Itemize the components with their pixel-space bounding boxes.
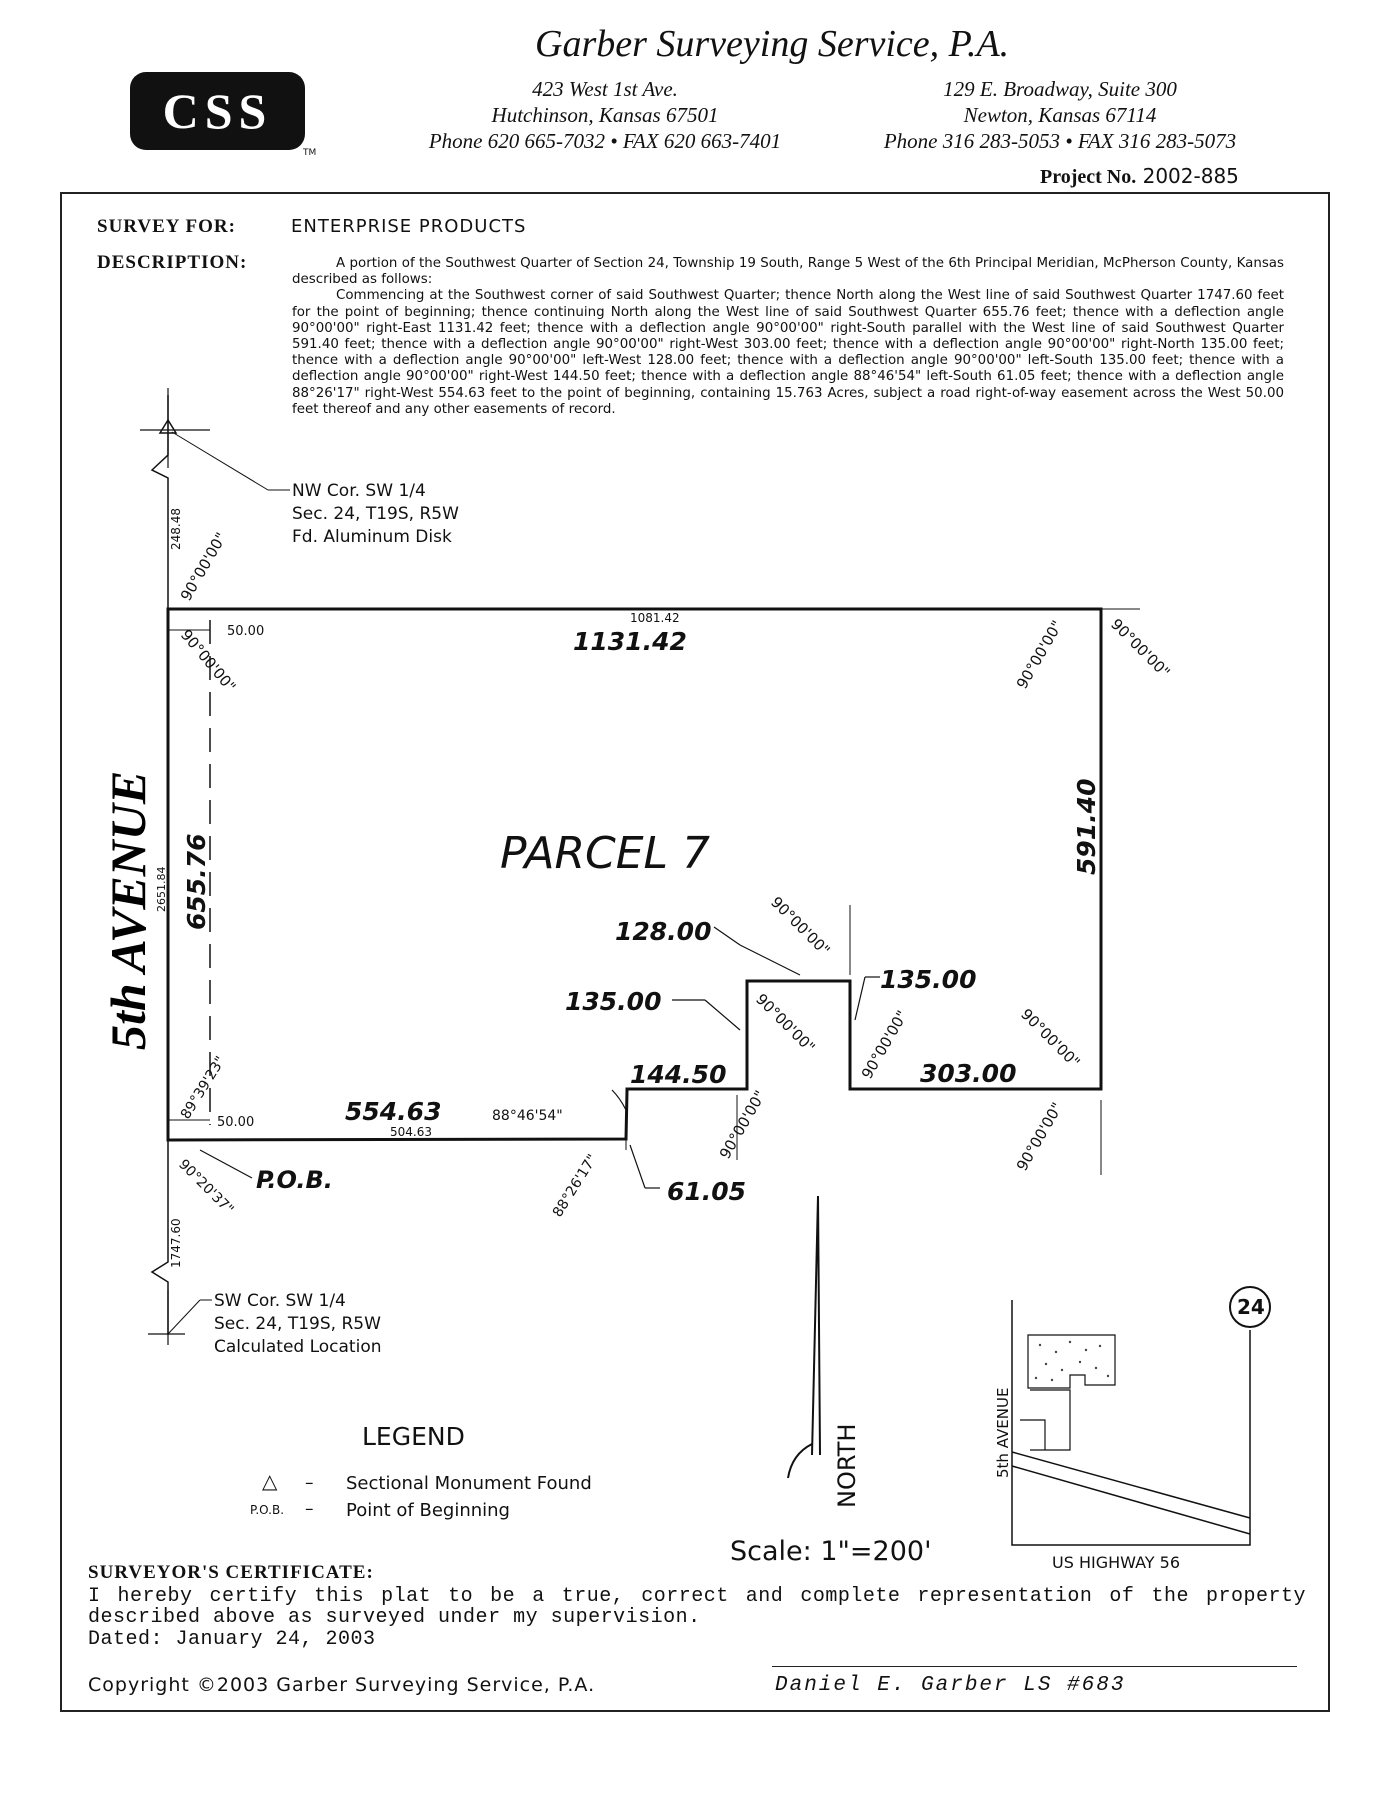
certificate-text: I hereby certify this plat to be a true, correct and complete representation of the property described above as surveyed under my supervision. <box>88 1585 1306 1629</box>
leader-line <box>740 945 800 975</box>
certificate-title: SURVEYOR'S CERTIFICATE: <box>88 1562 374 1583</box>
section-line <box>152 1140 168 1335</box>
legend-dash: – <box>305 1499 314 1519</box>
dim-east: 591.40 <box>1072 778 1101 875</box>
address-line: 423 West 1st Ave. <box>532 77 678 101</box>
angle-label: 89°39'23" <box>177 1053 229 1123</box>
parcel-label: PARCEL 7 <box>500 828 711 879</box>
dim-554: 554.63 <box>345 1097 442 1126</box>
project-label: Project No. <box>1040 166 1137 188</box>
leader-line <box>714 927 740 945</box>
dim-135-right: 135.00 <box>880 965 977 994</box>
project-value: 2002-885 <box>1142 164 1239 188</box>
nw-corner-line: NW Cor. SW 1/4 <box>292 481 426 501</box>
survey-for-label: SURVEY FOR: <box>97 216 236 237</box>
signature-line <box>772 1666 1297 1667</box>
vicinity-road-south: US HIGHWAY 56 <box>1052 1553 1180 1572</box>
nw-corner-line: Fd. Aluminum Disk <box>292 527 452 547</box>
north-arrow-curve <box>788 1444 812 1478</box>
angle-label: 90°00'00" <box>1012 1099 1067 1174</box>
dim-50-top: 50.00 <box>227 624 265 639</box>
dim-303: 303.00 <box>920 1059 1017 1088</box>
vicinity-map <box>1012 1287 1270 1545</box>
legend-dash: – <box>305 1473 314 1493</box>
address-phone: Phone 316 283-5053 • FAX 316 283-5073 <box>883 129 1237 153</box>
address-phone: Phone 620 665-7032 • FAX 620 663-7401 <box>428 129 782 153</box>
dim-135-left: 135.00 <box>565 987 662 1016</box>
vicinity-tract <box>1020 1420 1045 1450</box>
angle-label: 90°00'00" <box>752 990 819 1057</box>
company-logo: CSS <box>130 72 305 150</box>
legend-pob-symbol: P.O.B. <box>250 1503 285 1517</box>
north-label: NORTH <box>833 1423 861 1508</box>
angle-label: 90°00'00" <box>1012 617 1067 692</box>
dim-1747: 1747.60 <box>169 1218 183 1268</box>
street-name: 5th AVENUE <box>100 770 156 1050</box>
angle-arc <box>612 1090 626 1110</box>
legend-title: LEGEND <box>362 1422 465 1451</box>
address-line: Newton, Kansas 67114 <box>963 103 1157 127</box>
dim-west: 655.76 <box>182 833 211 930</box>
leader-line <box>168 1300 200 1334</box>
vicinity-road-west: 5th AVENUE <box>994 1387 1012 1478</box>
leader-line <box>200 1150 252 1178</box>
trademark-mark: TM <box>303 148 317 158</box>
monument-triangle-icon: △ <box>262 1469 278 1493</box>
dim-144: 144.50 <box>630 1060 727 1089</box>
scale-label: Scale: 1"=200' <box>730 1536 932 1567</box>
legend-monument-label: Sectional Monument Found <box>346 1473 592 1494</box>
vicinity-parcel <box>1028 1335 1115 1388</box>
angle-label: 90°00'00" <box>1107 615 1174 682</box>
street-total-dim: 2651.84 <box>155 866 168 912</box>
north-arrow-icon <box>812 1196 820 1455</box>
dim-50-bottom: 50.00 <box>217 1115 255 1130</box>
description-paragraph: Commencing at the Southwest corner of said Southwest Quarter; thence North along the West line of said Southwest Quarter 1747.60 feet for the point of beginning; thence continuing North along the West line of said Southwest Quarter 655.76 feet; thence with a deflection angle 90°00'00" right-East 1131.42 feet; thence with a deflection angle 90°00'00" right-South parallel with the West line of said Southwest Quarter 591.40 feet; thence with a deflection angle 90°00'00" right-West 303.00 feet; thence with a deflection angle 90°00'00" right-North 135.00 feet; thence with a deflection angle 90°00'00" left-West 128.00 feet; thence with a deflection angle 90°00'00" left-South 135.00 feet; thence with a deflection angle 90°00'00" right-West 144.50 feet; thence with a deflection angle 88°46'54" left-South 61.05 feet; thence with a deflection angle 88°26'17" right-West 554.63 feet to the point of beginning, containing 15.763 Acres, subject a road right-of-way easement across the West 50.00 feet thereof and any other easements of record. <box>292 288 1284 417</box>
address-line: 129 E. Broadway, Suite 300 <box>943 77 1177 101</box>
angle-label: 90°20'37" <box>175 1156 237 1218</box>
dim-north: 1131.42 <box>573 627 687 656</box>
pob-label: P.O.B. <box>256 1166 333 1194</box>
angle-label: 90°00'00" <box>857 1007 912 1082</box>
leader-line <box>630 1145 645 1188</box>
angle-label: 88°46'54" <box>492 1108 563 1124</box>
leader-line <box>855 977 865 1020</box>
sw-corner-line: Calculated Location <box>214 1337 382 1357</box>
company-name: Garber Surveying Service, P.A. <box>535 23 1010 65</box>
description-label: DESCRIPTION: <box>97 252 248 273</box>
dim-128: 128.00 <box>615 917 712 946</box>
vicinity-highway <box>1012 1452 1250 1518</box>
leader-line <box>705 1000 740 1030</box>
surveyor-signature: Daniel E. Garber LS #683 <box>775 1674 1126 1697</box>
vicinity-highway <box>1012 1466 1250 1534</box>
angle-label: 90°00'00" <box>176 626 240 696</box>
angle-label: 90°00'00" <box>1017 1005 1084 1072</box>
sw-corner-line: SW Cor. SW 1/4 <box>214 1291 346 1311</box>
dim-504: 504.63 <box>390 1125 432 1139</box>
section-number: 24 <box>1237 1295 1265 1319</box>
dim-248: 248.48 <box>169 508 183 550</box>
section-line <box>152 395 168 609</box>
survey-for-value: ENTERPRISE PRODUCTS <box>291 216 527 237</box>
angle-label: 88°26'17" <box>549 1151 601 1221</box>
angle-label: 90°00'00" <box>176 529 231 604</box>
description-paragraph: A portion of the Southwest Quarter of Section 24, Township 19 South, Range 5 West of the 6th Principal Meridian, McPherson County, Kansas described as follows: <box>292 256 1284 288</box>
address-line: Hutchinson, Kansas 67501 <box>491 103 719 127</box>
certificate-date: Dated: January 24, 2003 <box>88 1628 376 1651</box>
copyright: Copyright ©2003 Garber Surveying Service, P.A. <box>88 1674 596 1696</box>
sw-corner-line: Sec. 24, T19S, R5W <box>214 1314 381 1334</box>
dim-61: 61.05 <box>667 1177 747 1206</box>
dim-north-small: 1081.42 <box>630 611 680 625</box>
legend-pob-label: Point of Beginning <box>346 1500 510 1521</box>
leader-line <box>172 432 268 490</box>
angle-label: 90°00'00" <box>715 1087 770 1162</box>
nw-corner-line: Sec. 24, T19S, R5W <box>292 504 459 524</box>
angle-label: 90°00'00" <box>767 893 834 960</box>
